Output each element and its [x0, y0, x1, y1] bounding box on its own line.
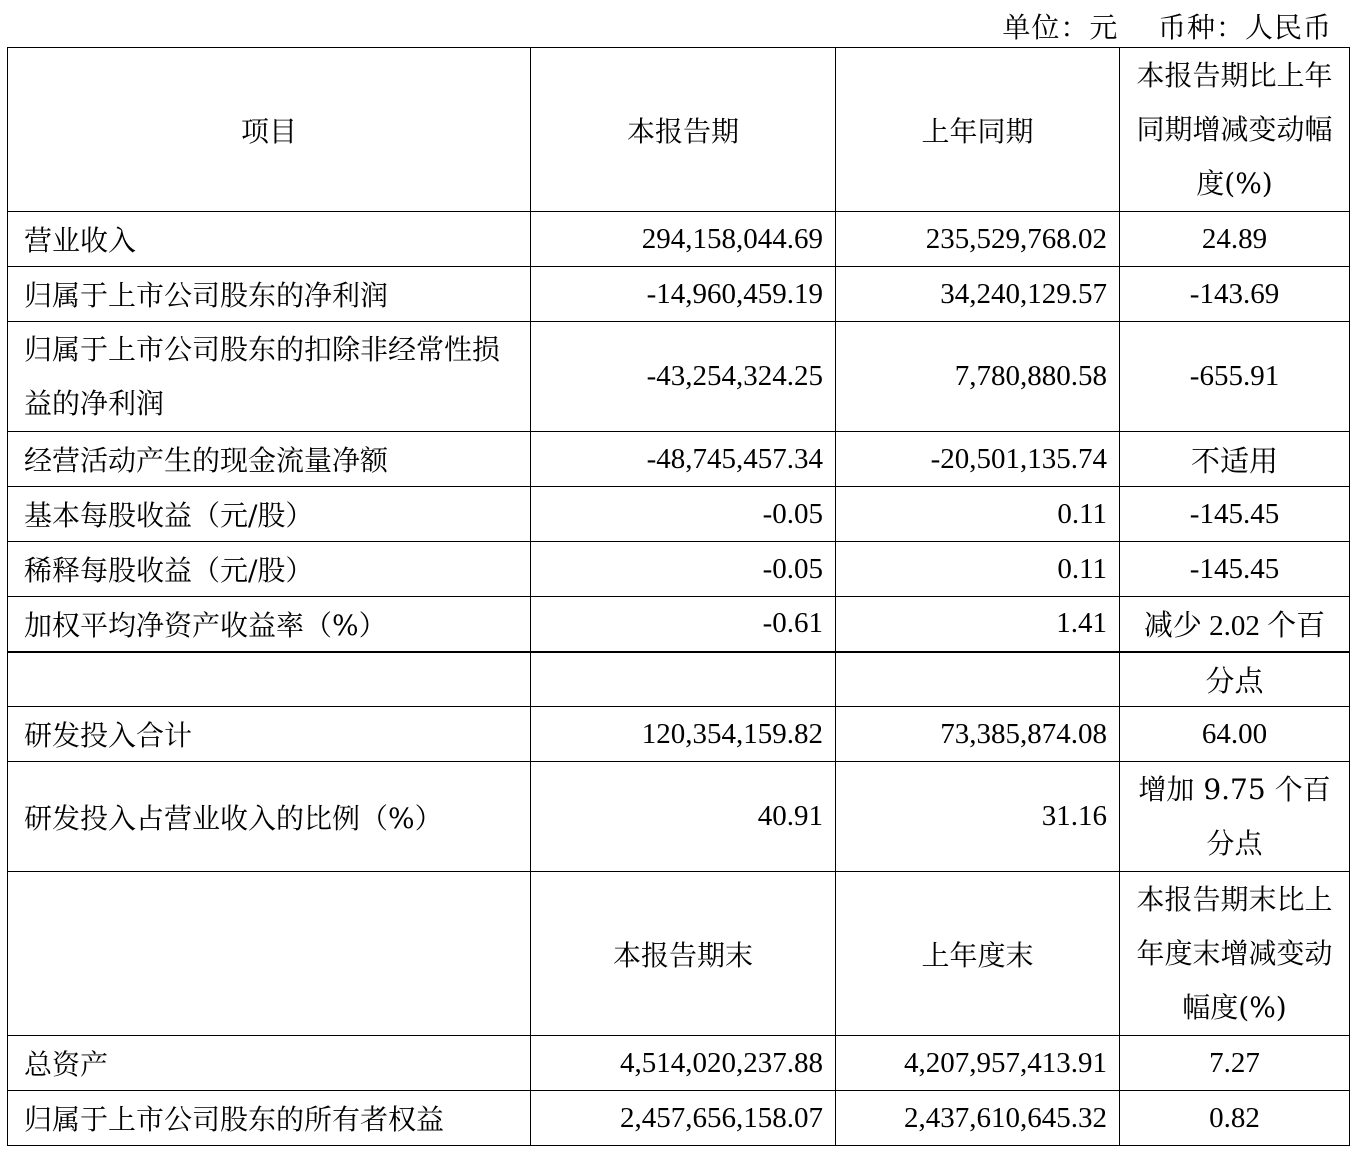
- table-row-continuation: [8, 652, 1350, 707]
- header2-current: 本报告期末: [531, 872, 836, 1036]
- row-change: -145.45: [1120, 487, 1350, 542]
- row-change: 7.27: [1120, 1036, 1350, 1091]
- financial-summary-table: [7, 47, 1350, 1146]
- row-change: 0.82: [1120, 1091, 1350, 1146]
- header-row-period-end: [8, 872, 1350, 1036]
- row-change: -143.69: [1120, 267, 1350, 322]
- row-label: 研发投入占营业收入的比例（%）: [8, 762, 531, 872]
- row-prior: 7,780,880.58: [836, 322, 1120, 432]
- table-row: [8, 762, 1350, 872]
- row-current: -14,960,459.19: [531, 267, 836, 322]
- row-prior: 0.11: [836, 542, 1120, 597]
- row-change: 24.89: [1120, 212, 1350, 267]
- row-current: 120,354,159.82: [531, 707, 836, 762]
- row-prior: 235,529,768.02: [836, 212, 1120, 267]
- empty-cell: [836, 652, 1120, 707]
- header-change: 本报告期比上年同期增减变动幅度(%): [1120, 48, 1350, 212]
- row-current: -0.61: [531, 597, 836, 652]
- row-change: 增加 9.75 个百分点: [1120, 762, 1350, 872]
- header2-prior: 上年度末: [836, 872, 1120, 1036]
- row-change-top: 减少 2.02 个百: [1120, 597, 1350, 652]
- table-row: [8, 267, 1350, 322]
- row-label: 加权平均净资产收益率（%）: [8, 597, 531, 652]
- row-prior: 73,385,874.08: [836, 707, 1120, 762]
- table-row: [8, 487, 1350, 542]
- header-item: 项目: [8, 48, 531, 212]
- row-prior: 1.41: [836, 597, 1120, 652]
- table-row: [8, 212, 1350, 267]
- table-row: [8, 432, 1350, 487]
- unit-currency-note: 单位：元 币种：人民币: [1002, 11, 1332, 44]
- row-current: -48,745,457.34: [531, 432, 836, 487]
- table-row: [8, 322, 1350, 432]
- row-prior: 2,437,610,645.32: [836, 1091, 1120, 1146]
- row-label: 归属于上市公司股东的所有者权益: [8, 1091, 531, 1146]
- table-row: [8, 707, 1350, 762]
- row-current: 4,514,020,237.88: [531, 1036, 836, 1091]
- row-label: 稀释每股收益（元/股）: [8, 542, 531, 597]
- row-label: 归属于上市公司股东的扣除非经常性损益的净利润: [8, 322, 531, 432]
- row-label: 总资产: [8, 1036, 531, 1091]
- row-prior: 4,207,957,413.91: [836, 1036, 1120, 1091]
- row-current: 40.91: [531, 762, 836, 872]
- empty-cell: [531, 652, 836, 707]
- row-current: 2,457,656,158.07: [531, 1091, 836, 1146]
- table-row: [8, 1091, 1350, 1146]
- row-label: 归属于上市公司股东的净利润: [8, 267, 531, 322]
- row-prior: 34,240,129.57: [836, 267, 1120, 322]
- table-row: [8, 597, 1350, 652]
- row-current: 294,158,044.69: [531, 212, 836, 267]
- row-change-bottom: 分点: [1120, 652, 1350, 707]
- row-current: -0.05: [531, 542, 836, 597]
- row-prior: -20,501,135.74: [836, 432, 1120, 487]
- table-row: [8, 1036, 1350, 1091]
- empty-cell: [8, 872, 531, 1036]
- row-current: -0.05: [531, 487, 836, 542]
- row-change: -655.91: [1120, 322, 1350, 432]
- row-prior: 0.11: [836, 487, 1120, 542]
- row-current: -43,254,324.25: [531, 322, 836, 432]
- header-row: [8, 48, 1350, 212]
- empty-cell: [8, 652, 531, 707]
- table-row: [8, 542, 1350, 597]
- row-label: 基本每股收益（元/股）: [8, 487, 531, 542]
- row-change: 不适用: [1120, 432, 1350, 487]
- row-label: 研发投入合计: [8, 707, 531, 762]
- row-label: 营业收入: [8, 212, 531, 267]
- header-prior: 上年同期: [836, 48, 1120, 212]
- row-label: 经营活动产生的现金流量净额: [8, 432, 531, 487]
- row-change: -145.45: [1120, 542, 1350, 597]
- row-change: 64.00: [1120, 707, 1350, 762]
- header-current: 本报告期: [531, 48, 836, 212]
- row-prior: 31.16: [836, 762, 1120, 872]
- header2-change: 本报告期末比上年度末增减变动幅度(%): [1120, 872, 1350, 1036]
